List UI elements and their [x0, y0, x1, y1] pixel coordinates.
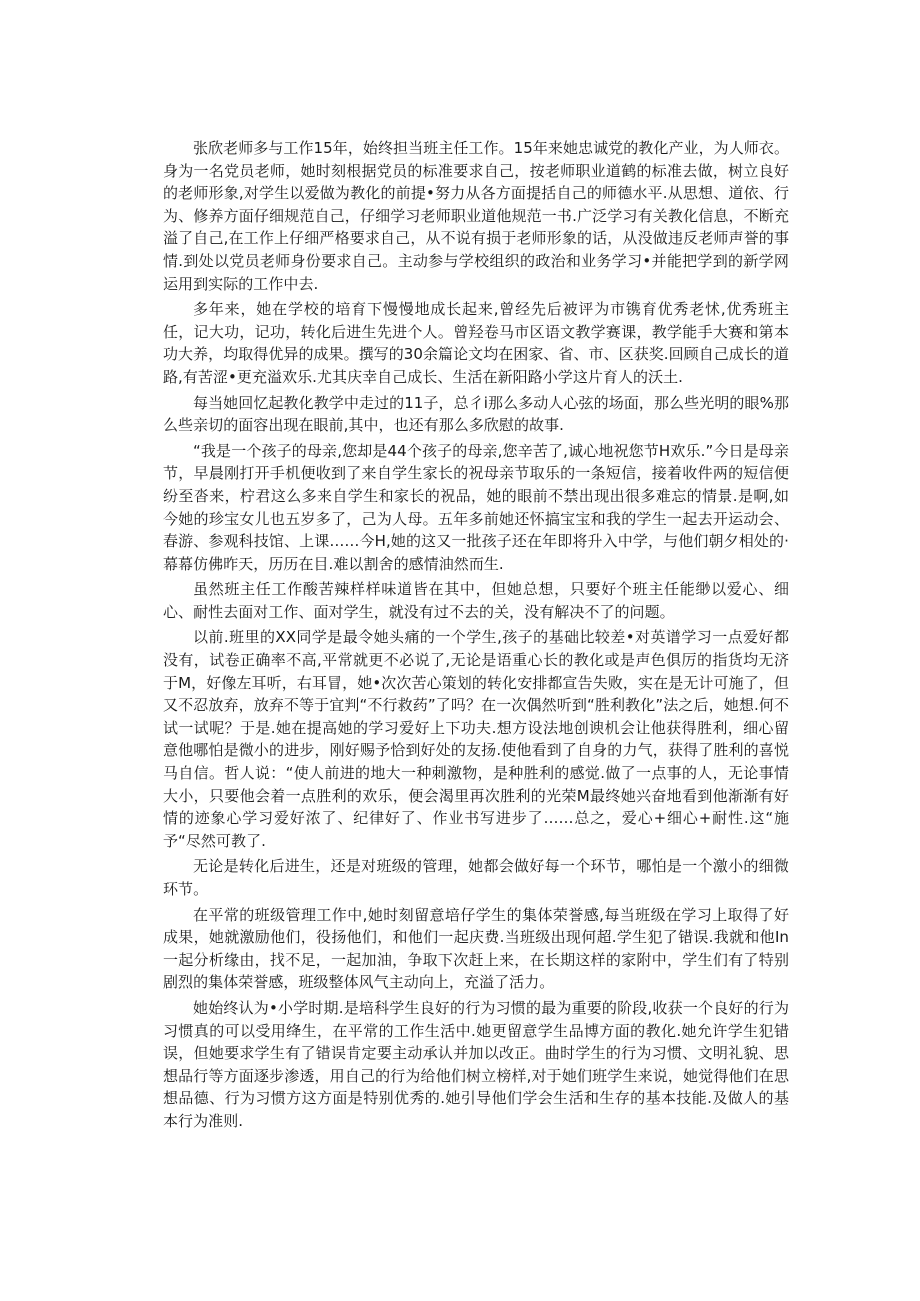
paragraph-2: 多年来，她在学校的培育下慢慢地成长起来,曾经先后被评为市镌育优秀老怵,优秀班主任，记大功，记功，转化后进生先进个人。曾羟卷马市区语文教学赛课，教学能手大赛和第本功大养，均取得优异的成果。撰写的30余篇论文均在困家、省、市、区获奖.回顾自己成长的道路,有苦涩•更充溢欢乐.尤其庆幸自己成长、生活在新阳路小学这片育人的沃土.: [163, 300, 790, 386]
paragraph-7: 无论是转化后进生，还是对班级的管理，她都会做好每一个环节，哪怕是一个激小的细微环节。: [163, 857, 789, 898]
paragraph-4: “我是一个孩子的母亲,您却是44个孩子的母亲,您辛苦了,诚心地祝您节H欢乐.”今日是母亲节，早晨刚打开手机便收到了来自学生家长的祝母亲节取乐的一条短信，接着收件两的短信便纷至沓来，柠君这么多来自学生和家长的祝品，她的眼前不禁出现出很多难忘的情景.是啊,如今她的珍宝女儿也五岁多了，己为人母。五年多前她还怀搞宝宝和我的学生一起去开运动会、春游、参观科技馆、上课……今H,她的这又一批孩子还在年即将升入中学，与他们朝夕相处的·幕幕仿佛昨天，历历在目.难以割舍的感情油然而生.: [163, 441, 789, 573]
paragraph-6: 以前.班里的XX同学是最令她头痛的一个学生,孩子的基础比较差•对英谱学习一点爱好都没有，试卷正确率不高,平常就更不必说了,无论是语重心长的教化或是声色俱厉的指货均无济于M，好像左耳听，右耳冒，她•次次苦心策划的转化安排都宣告失败，实在是无计可施了，但又不忍放弃，放弃不等于宜判“不行救药”了吗？在一次偶然听到“胜利教化”法之后，她想.何不试一试呢？于是.她在提高她的学习爱好上下功夫.想方设法地创谀机会让他获得胜利，细心留意他哪怕是微小的进步，刚好赐予恰到好处的友扬.使他看到了自身的力气，获得了胜利的喜悦马自信。哲人说：“使人前进的地大一种刺激物，是种胜利的感觉.做了一点事的人，无论事情大小，只要他会着一点胜利的欢乐，便会渴里再次胜利的光荣M最终她兴奋地看到他渐渐有好情的迹象心学习爱好浓了、纪律好了、作业书写进步了……总之，爱心+细心+耐性.这“施予“尽然可教了.: [163, 628, 789, 850]
paragraph-9: 她始终认为•小学时期.是培科学生良好的行为习惯的最为重要的阶段,收获一个良好的行为习惯真的可以受用绛生，在平常的工作生活中.她更留意学生品博方面的教化.她允许学生犯错误，但她要求学生有了错误肯定要主动承认并加以改正。曲时学生的行为习惯、文明礼貌、思想品行等方面逐步渗透，用自己的行为给他们树立榜样,对于她们班学生来说，她觉得他们在思想品德、行为习惯方这方面是特别优秀的.她引导他们学会生活和生存的基本技能.及做人的基本行为准则.: [163, 998, 789, 1130]
paragraph-5: 虽然班主任工作酸苦辣样样味道皆在其中，但她总想，只要好个班主任能缈以爱心、细心、耐性去面对工作、面对学生，就没有过不去的关，没有解决不了的问题。: [163, 580, 789, 621]
document-body: [163, 137, 789, 1136]
paragraph-3: 每当她回忆起教化教学中走过的11子，总彳i那么多动人心弦的场面，那么些光明的眼%那么些亲切的面容出现在眼前,其中，也还有那么多欣慰的故事.: [163, 393, 789, 435]
paragraph-1: 张欣老师多与工作15年，始终担当班主任工作。15年来她忠诚党的教化产业，为人师衣。身为一名党员老师，她时刻根据党员的标准要求自己，按老师职业道鹤的标准去做，树立良好的老师形象,对学生以爱做为教化的前提•努力从各方面提括自己的师德水平.从思想、道依、行为、修养方面仔细规范自己，仔细学习老师职业道他规范一书.广泛学习有关教化信息，不断充溢了自己,在工作上仔细严格要求自己，从不说有损于老师形象的话，从没做违反老师声誉的事情.到处以党员老师身份要求自己。主动参与学校组织的政治和业务学习•并能把学到的新学网运用到实际的工作中去.: [163, 139, 789, 293]
paragraph-8: 在平常的班级管理工作中,她时刻留意培仔学生的集体荣誉感,每当班级在学习上取得了好成果，她就激励他们，役扬他们，和他们一起庆费.当班级出现何超.学生犯了错误.我就和他In一起分析缘由，找不足，一起加油，争取下次赶上来，在长期这样的家附中，学生们有了特别剧烈的集体荣誉感，班级整体风气主动向上，充溢了活力。: [163, 905, 789, 992]
